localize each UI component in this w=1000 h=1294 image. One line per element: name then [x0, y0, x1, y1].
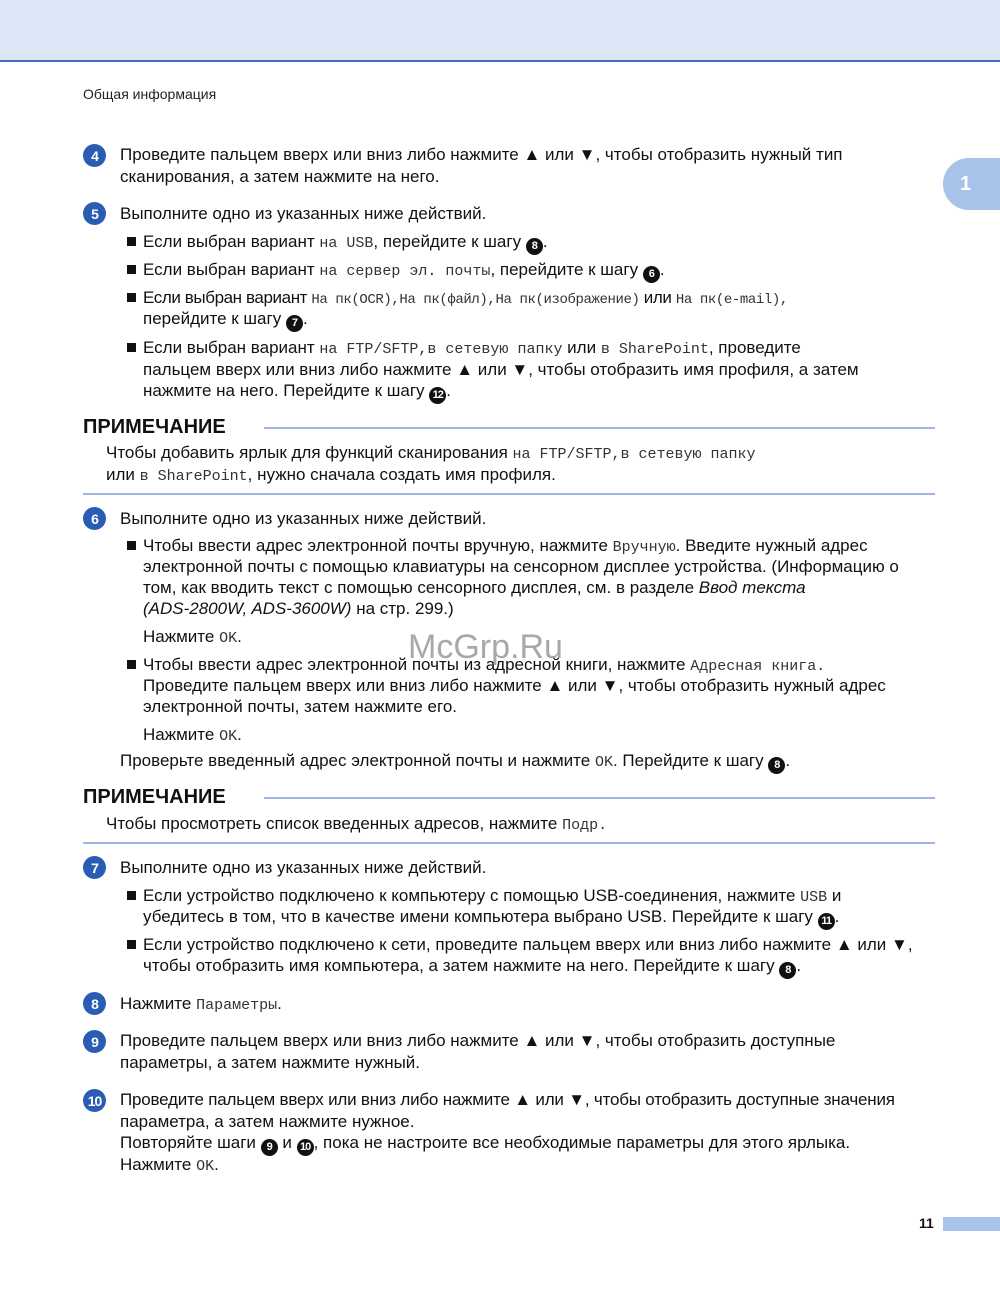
bullet — [127, 293, 136, 302]
step-text: Проведите пальцем вверх или вниз либо нажмите ▲ или ▼, чтобы отобразить доступные значения — [120, 1090, 895, 1109]
list-item-cont: том, как вводить текст с помощью сенсорного дисплея, см. в разделе Ввод текста — [143, 578, 806, 597]
chapter-tab: 1 — [943, 158, 1000, 210]
step-number: 7 — [83, 856, 106, 879]
step-text: Выполните одно из указанных ниже действий. — [120, 204, 487, 223]
step-ref: 8 — [779, 962, 796, 979]
step-ref: 8 — [768, 757, 785, 774]
list-item-cont: (ADS-2800W, ADS-3600W) на стр. 299.) — [143, 599, 454, 618]
step-text: Проверьте введенный адрес электронной почты и нажмите OK. Перейдите к шагу 8 . — [120, 750, 790, 774]
list-item-cont: перейдите к шагу 7 . — [143, 308, 308, 332]
list-item-cont: убедитесь в том, что в качестве имени компьютера выбрано USB. Перейдите к шагу 11 . — [143, 906, 839, 930]
step-text: Нажмите Параметры. — [120, 994, 282, 1014]
step-text: Проведите пальцем вверх или вниз либо нажмите ▲ или ▼, чтобы отобразить нужный тип — [120, 145, 843, 164]
list-item: Чтобы ввести адрес электронной почты вручную, нажмите Вручную. Введите нужный адрес — [143, 536, 868, 556]
note-rule — [264, 797, 935, 799]
step-number: 8 — [83, 992, 106, 1015]
step-number: 4 — [83, 144, 106, 167]
list-item: Если выбран вариант на FTP/SFTP,в сетевую папку или в SharePoint, проведите — [143, 338, 801, 358]
step-ref: 12 — [429, 387, 446, 404]
list-item: Если выбран вариант на сервер эл. почты, перейдите к шагу 6 . — [143, 259, 665, 283]
step-ref: 7 — [286, 315, 303, 332]
step-text: сканирования, а затем нажмите на него. — [120, 167, 440, 186]
list-item-cont: чтобы отобразить имя компьютера, а затем нажмите на него. Перейдите к шагу 8 . — [143, 955, 801, 979]
bullet — [127, 660, 136, 669]
step-ref: 11 — [818, 913, 835, 930]
list-item: Чтобы ввести адрес электронной почты из адресной книги, нажмите Адресная книга. — [143, 655, 826, 675]
step-ref: 8 — [526, 238, 543, 255]
list-item: Если выбран вариант на USB, перейдите к шагу 8 . — [143, 231, 548, 255]
list-item-cont: Нажмите OK. — [143, 725, 242, 745]
step-text: параметры, а затем нажмите нужный. — [120, 1053, 421, 1072]
list-item: Если выбран вариант На пк(OCR),На пк(файл),На пк(изображение) или На пк(e-mail), — [143, 288, 788, 308]
page-number: 11 — [919, 1215, 934, 1231]
step-ref: 9 — [261, 1139, 278, 1156]
bullet — [127, 940, 136, 949]
step-number: 10 — [83, 1089, 106, 1112]
step-text: Проведите пальцем вверх или вниз либо нажмите ▲ или ▼, чтобы отобразить доступные — [120, 1031, 836, 1050]
note-rule — [83, 842, 935, 844]
header-band — [0, 0, 1000, 62]
bullet — [127, 265, 136, 274]
step-number: 9 — [83, 1030, 106, 1053]
list-item-cont: нажмите на него. Перейдите к шагу 12 . — [143, 380, 451, 404]
step-number: 5 — [83, 202, 106, 225]
list-item-cont: электронной почты, затем нажмите его. — [143, 697, 458, 716]
step-ref: 10 — [297, 1139, 314, 1156]
bullet — [127, 343, 136, 352]
note-text: Чтобы добавить ярлык для функций сканирования на FTP/SFTP,в сетевую папку — [106, 443, 756, 463]
list-item-cont: Проведите пальцем вверх или вниз либо нажмите ▲ или ▼, чтобы отобразить нужный адрес — [143, 676, 886, 695]
note-rule — [264, 427, 935, 429]
list-item-cont: электронной почты с помощью клавиатуры на сенсорном дисплее устройства. (Информацию о — [143, 557, 899, 576]
list-item: Если устройство подключено к компьютеру с помощью USB-соединения, нажмите USB и — [143, 886, 842, 906]
page-number-bar — [943, 1217, 1000, 1231]
step-text: параметра, а затем нажмите нужное. — [120, 1112, 415, 1131]
bullet — [127, 237, 136, 246]
step-number: 6 — [83, 507, 106, 530]
list-item: Если устройство подключено к сети, проведите пальцем вверх или вниз либо нажмите ▲ или ▼, — [143, 935, 913, 954]
step-ref: 6 — [643, 266, 660, 283]
step-text: Выполните одно из указанных ниже действий. — [120, 509, 487, 528]
bullet — [127, 891, 136, 900]
note-title: ПРИМЕЧАНИЕ — [83, 786, 226, 808]
step-text: Нажмите OK. — [120, 1155, 219, 1175]
note-text: Чтобы просмотреть список введенных адресов, нажмите Подр. — [106, 814, 608, 834]
running-header: Общая информация — [83, 86, 217, 102]
step-text: Выполните одно из указанных ниже действий. — [120, 858, 487, 877]
note-text: или в SharePoint, нужно сначала создать имя профиля. — [106, 465, 556, 485]
bullet — [127, 541, 136, 550]
list-item-cont: пальцем вверх или вниз либо нажмите ▲ или ▼, чтобы отобразить имя профиля, а затем — [143, 360, 859, 379]
list-item-cont: Нажмите OK. — [143, 627, 242, 647]
watermark: McGrp.Ru — [408, 628, 563, 666]
note-rule — [83, 493, 935, 495]
note-title: ПРИМЕЧАНИЕ — [83, 416, 226, 438]
step-text: Повторяйте шаги 9 и 10 , пока не настроите все необходимые параметры для этого ярлыка. — [120, 1132, 850, 1156]
